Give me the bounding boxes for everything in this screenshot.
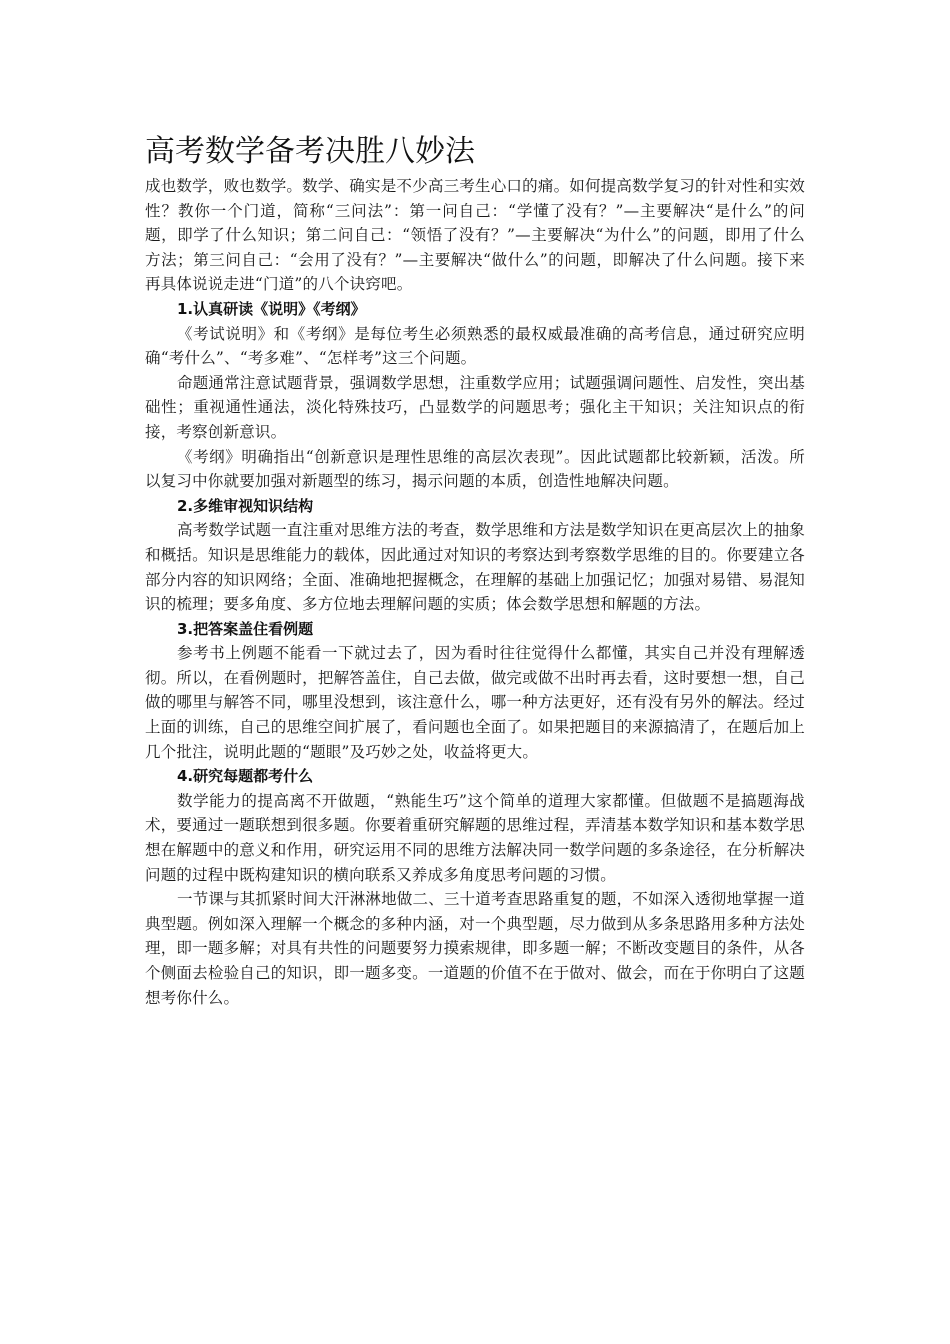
section-paragraph: 数学能力的提高离不开做题，“熟能生巧”这个简单的道理大家都懂。但做题不是搞题海战术，要通过一题联想到很多题。你要着重研究解题的思维过程，弄清基本数学知识和基本数学思想在解题中的意义和作用，研究运用不同的思维方法解决同一数学问题的多条途径，在分析解决问题的过程中既构建知识的横向联系又养成多角度思考问题的习惯。 [145, 791, 805, 884]
section-paragraph: 高考数学试题一直注重对思维方法的考查，数学思维和方法是数学知识在更高层次上的抽象和概括。知识是思维能力的载体，因此通过对知识的考察达到考察数学思维的目的。你要建立各部分内容的知识网络；全面、准确地把握概念，在理解的基础上加强记忆；加强对易错、易混知识的梳理；要多角度、多方位地去理解问题的实质；体会数学思想和解题的方法。 [145, 521, 806, 614]
intro-paragraph: 成也数学，败也数学。数学、确实是不少高三考生心口的痛。如何提高数学复习的针对性和实效性？教你一个门道，简称“三问法”：第一问自己：“学懂了没有？”—主要解决“是什么”的问题，即学了什么知识；第二问自己：“领悟了没有？”—主要解决“为什么”的问题，即用了什么方法；第三问自己：“会用了没有？”—主要解决“做什么”的问题，即解决了什么问题。接下来再具体说说走进“门道”的八个诀窍吧。 [145, 177, 805, 294]
section-paragraph: 命题通常注意试题背景，强调数学思想，注重数学应用；试题强调问题性、启发性，突出基础性；重视通性通法，淡化特殊技巧，凸显数学的问题思考；强化主干知识；关注知识点的衔接，考察创新意识。 [145, 373, 806, 441]
section-heading: 1.认真研读《说明》《考纲》 [177, 299, 366, 318]
document-title: 高考数学备考决胜八妙法 [145, 134, 475, 169]
section-heading: 2.多维审视知识结构 [177, 496, 314, 515]
section-heading: 4.研究每题都考什么 [177, 767, 314, 786]
section-4 [145, 764, 805, 1010]
section-paragraph: 《考试说明》和《考纲》是每位考生必须熟悉的最权威最准确的高考信息，通过研究应明确“考什么”、“考多难”、“怎样考”这三个问题。 [145, 324, 805, 368]
section-paragraph: 参考书上例题不能看一下就过去了，因为看时往往觉得什么都懂，其实自己并没有理解透彻。所以，在看例题时，把解答盖住，自己去做，做完或做不出时再去看，这时要想一想，自己做的哪里与解答不同，哪里没想到，该注意什么，哪一种方法更好，还有没有另外的解法。经过上面的训练，自己的思维空间扩展了，看问题也全面了。如果把题目的来源搞清了，在题后加上几个批注，说明此题的“题眼”及巧妙之处，收益将更大。 [145, 644, 805, 761]
section-heading: 3.把答案盖住看例题 [177, 619, 314, 638]
document-page [145, 130, 805, 1010]
section-2 [145, 494, 805, 617]
section-paragraph: 《考纲》明确指出“创新意识是理性思维的高层次表现”。因此试题都比较新颖，活泼。所以复习中你就要加强对新题型的练习，揭示问题的本质，创造性地解决问题。 [145, 447, 805, 491]
section-3 [145, 617, 805, 765]
section-1 [145, 297, 805, 494]
section-paragraph: 一节课与其抓紧时间大汗淋淋地做二、三十道考查思路重复的题，不如深入透彻地掌握一道典型题。例如深入理解一个概念的多种内涵，对一个典型题，尽力做到从多条思路用多种方法处理，即一题多解；对具有共性的问题要努力摸索规律，即多题一解；不断改变题目的条件，从各个侧面去检验自己的知识，即一题多变。一道题的价值不在于做对、做会，而在于你明白了这题想考你什么。 [145, 890, 806, 1007]
